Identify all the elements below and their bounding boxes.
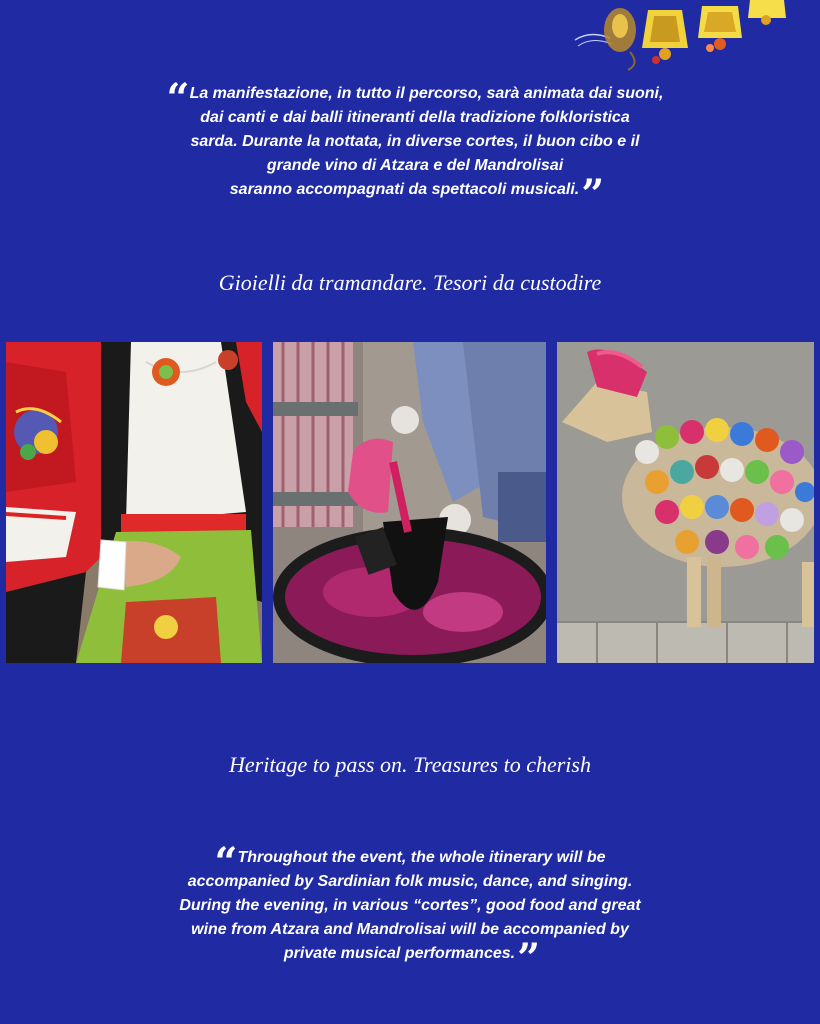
open-quote-icon: “ — [166, 75, 186, 122]
quote-text: grande vino di Atzara e del Mandrolisai — [266, 157, 564, 174]
quote-line — [120, 130, 710, 154]
sheep-photo — [557, 342, 814, 663]
quote-text: saranno accompagnati da spettacoli musicali. — [229, 181, 580, 198]
quote-text: During the evening, in various “cortes”, good food and great — [179, 897, 641, 914]
quote-text: accompanied by Sardinian folk music, dance, and singing. — [187, 873, 633, 890]
costume-photo — [6, 342, 262, 663]
quote-line — [120, 106, 710, 130]
quote-line — [140, 935, 680, 982]
quote-line — [120, 171, 710, 218]
quote-text: private musical performances. — [283, 945, 516, 962]
quote-text: Throughout the event, the whole itinerary will be — [237, 849, 606, 866]
quote-line — [120, 154, 710, 178]
quote-text: wine from Atzara and Mandrolisai will be accompanied by — [191, 921, 629, 938]
quote-english — [140, 839, 680, 982]
close-quote-icon: ” — [517, 935, 537, 982]
wine-pressing-photo-icon — [273, 342, 546, 663]
quote-text: La manifestazione, in tutto il percorso, sarà animata dai suoni, — [189, 85, 664, 102]
wool-sheep-art-photo-icon — [557, 342, 814, 663]
traditional-costume-photo-icon — [6, 342, 262, 663]
quote-line — [140, 894, 680, 918]
headline-italian: Gioielli da tramandare. Tesori da custodire — [218, 270, 602, 295]
bells-decoration — [570, 0, 800, 72]
open-quote-icon: “ — [214, 839, 234, 886]
headline-english: Heritage to pass on. Treasures to cherish — [229, 752, 591, 777]
wine-photo — [273, 342, 546, 663]
quote-italian — [120, 75, 710, 218]
quote-text: dai canti e dai balli itineranti della tradizione folkloristica — [200, 109, 630, 126]
quote-text: sarda. Durante la nottata, in diverse cortes, il buon cibo e il — [190, 133, 640, 150]
quote-line — [140, 918, 680, 942]
close-quote-icon: ” — [581, 171, 601, 218]
